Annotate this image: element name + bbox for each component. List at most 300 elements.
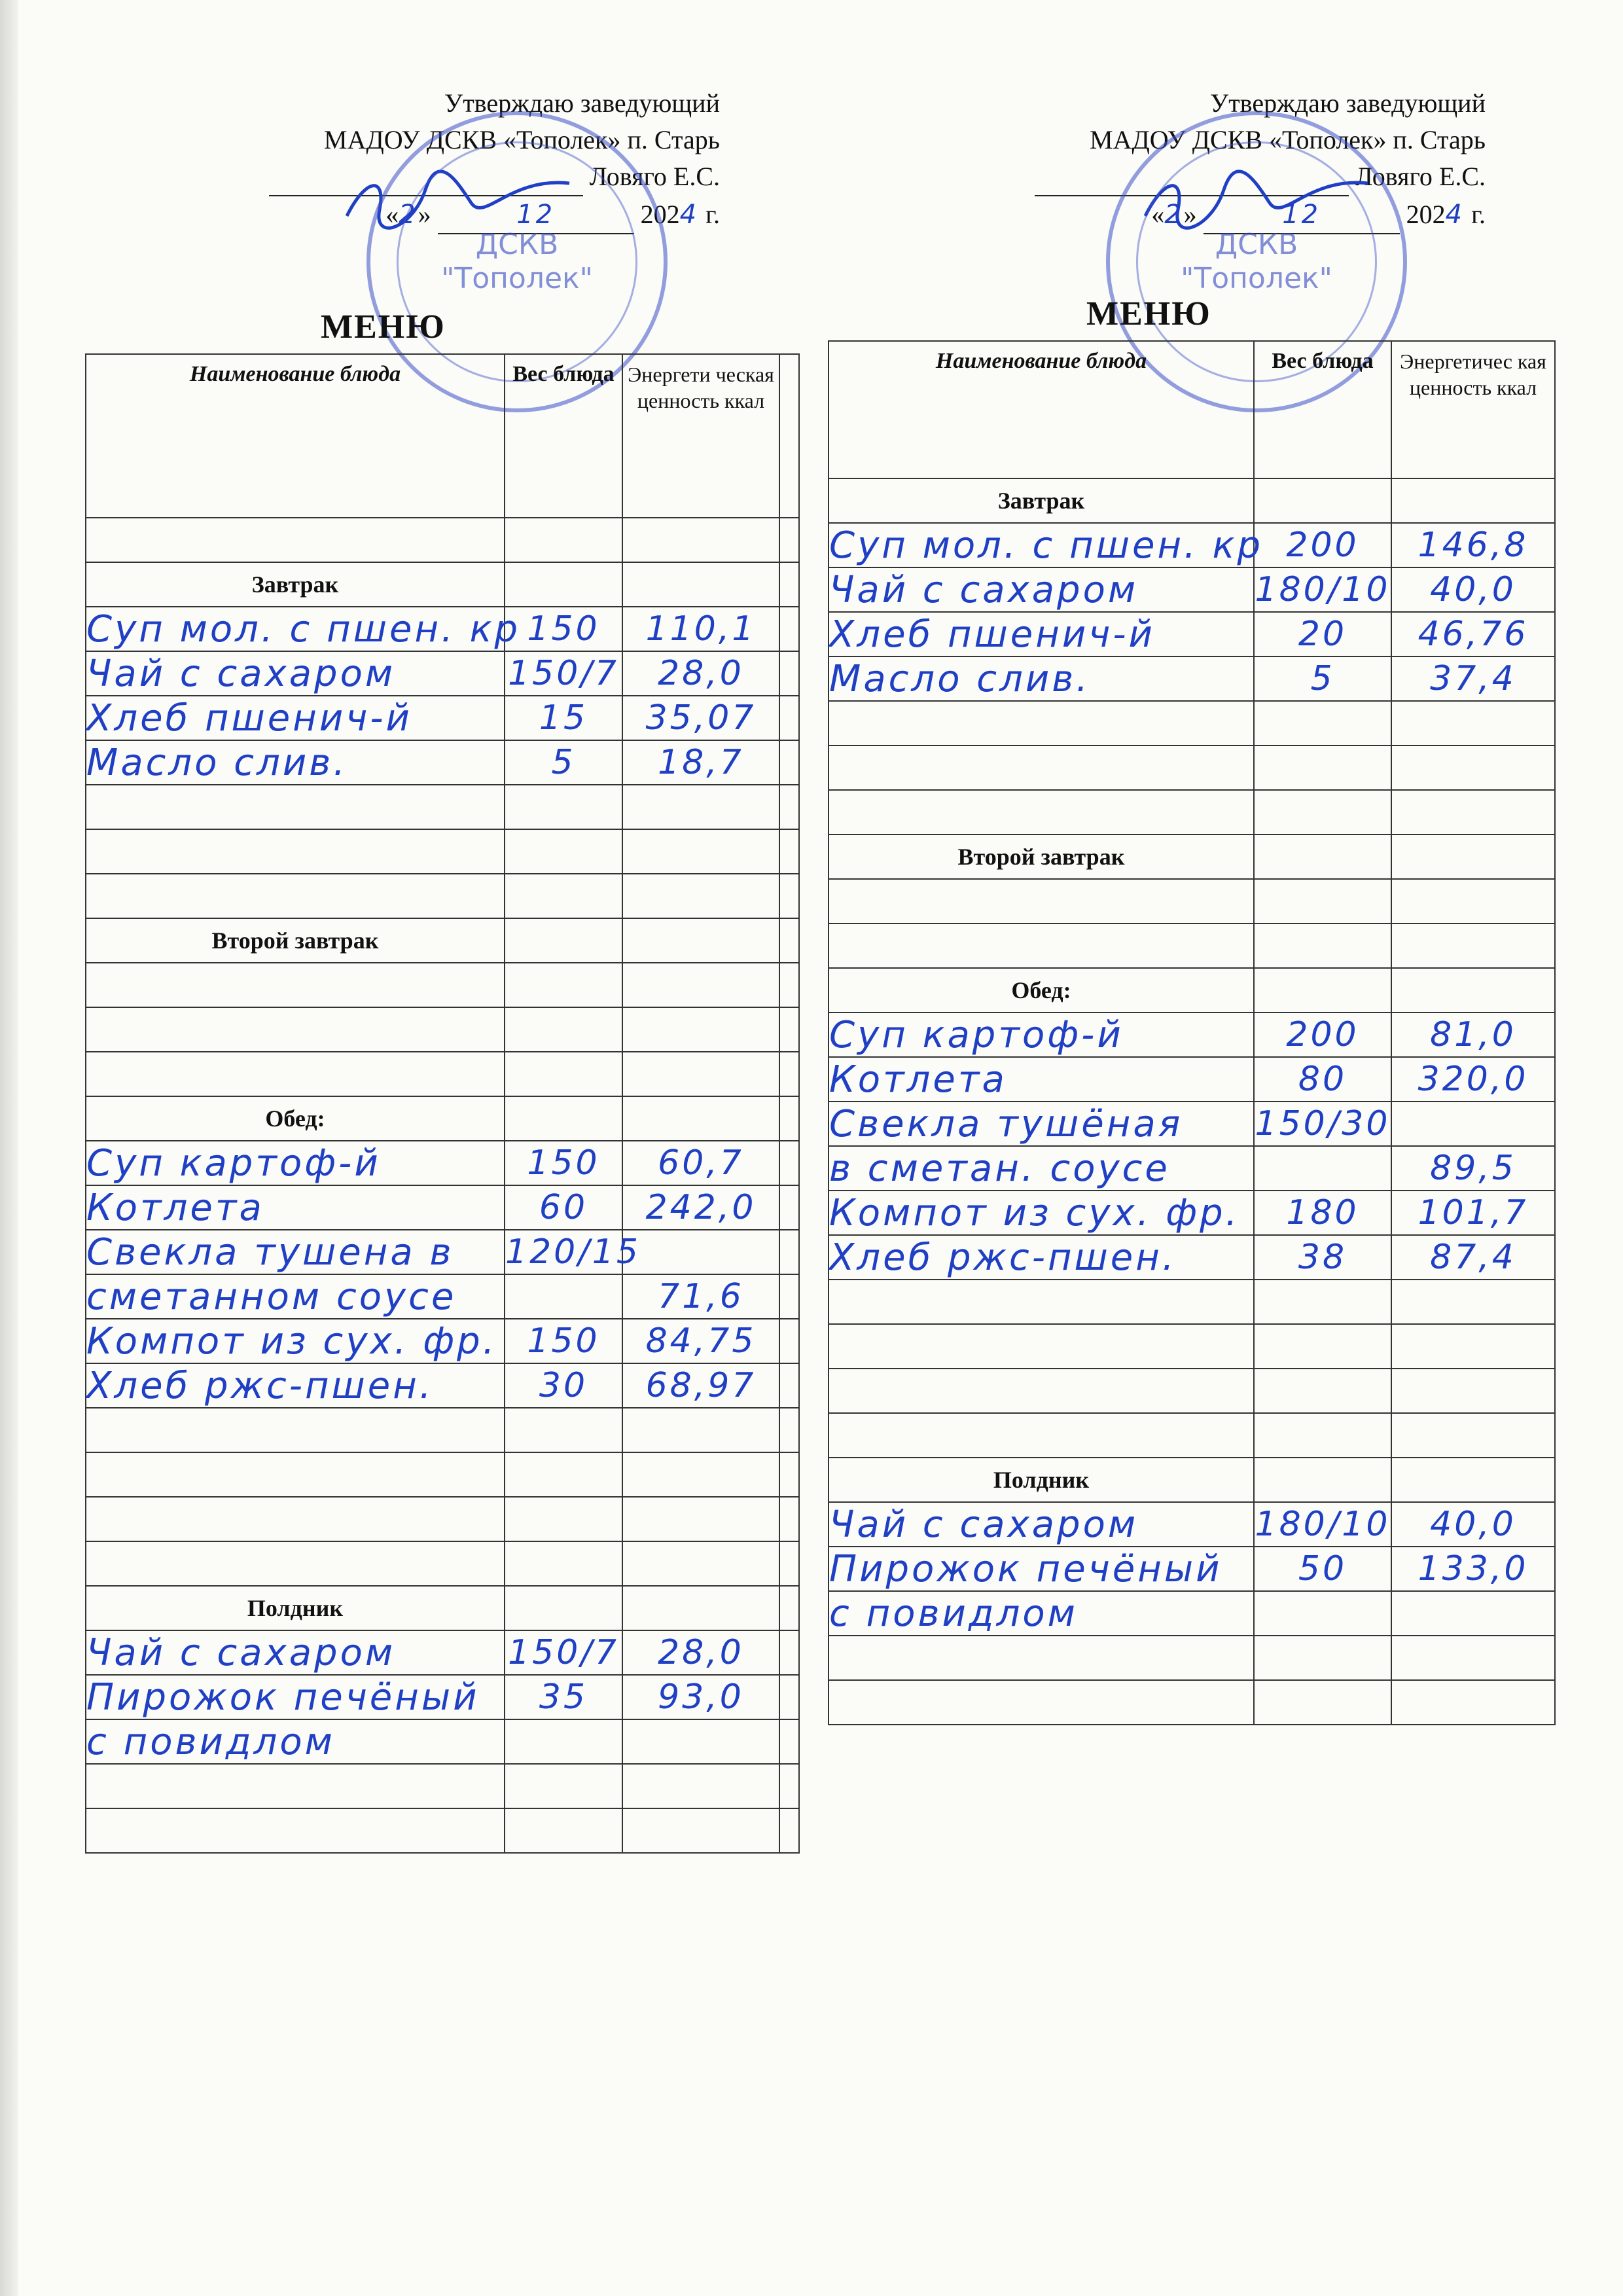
left-header-energy: Энергети ческая ценность ккал (622, 354, 779, 518)
right-stamp-line2: "Тополек" (1181, 262, 1332, 295)
dish-name: Чай с сахаром (829, 567, 1254, 612)
empty-cell (779, 1007, 799, 1052)
dish-name: Котлета (829, 1057, 1254, 1102)
empty-cell (779, 518, 799, 562)
empty-cell (86, 1408, 505, 1452)
empty-cell (829, 1413, 1254, 1458)
menu-item-row (86, 1675, 799, 1719)
dish-name: Суп картоф-й (86, 1141, 505, 1185)
empty-cell (1391, 1636, 1555, 1680)
dish-name: Пирожок печёный (86, 1675, 505, 1719)
empty-cell (505, 562, 622, 607)
empty-cell (86, 963, 505, 1007)
section-row (86, 918, 799, 963)
empty-cell (779, 1541, 799, 1586)
dish-weight: 15 (505, 696, 622, 740)
dish-energy: 320,0 (1391, 1057, 1555, 1102)
empty-row (829, 790, 1555, 834)
empty-cell (505, 918, 622, 963)
menu-item-row (86, 1185, 799, 1230)
empty-cell (86, 1541, 505, 1586)
left-header-name: Наименование блюда (86, 354, 505, 518)
left-approval-date: «2» 12 2024 г. (190, 196, 720, 234)
menu-item-row (86, 1141, 799, 1185)
dish-energy: 146,8 (1391, 523, 1555, 567)
dish-energy (1391, 1591, 1555, 1636)
empty-cell (779, 1230, 799, 1274)
dish-energy: 60,7 (622, 1141, 779, 1185)
empty-cell (829, 745, 1254, 790)
left-date-year-unit: г. (705, 200, 720, 229)
empty-row (829, 1280, 1555, 1324)
dish-name: Котлета (86, 1185, 505, 1230)
section-label-second_breakfast: Второй завтрак (86, 918, 505, 963)
empty-cell (1391, 1458, 1555, 1502)
section-row (86, 1096, 799, 1141)
empty-cell (622, 1452, 779, 1497)
empty-cell (86, 1764, 505, 1808)
empty-cell (779, 651, 799, 696)
menu-item-row (829, 1235, 1555, 1280)
right-header-name: Наименование блюда (829, 341, 1254, 478)
empty-row (829, 745, 1555, 790)
dish-weight: 120/15 (505, 1230, 622, 1274)
menu-item-row (86, 1363, 799, 1408)
empty-cell (622, 1497, 779, 1541)
empty-row (86, 1764, 799, 1808)
dish-name: Хлеб ржс-пшен. (829, 1235, 1254, 1280)
empty-cell (505, 1586, 622, 1630)
dish-name: Чай с сахаром (86, 651, 505, 696)
empty-row (86, 518, 799, 562)
empty-cell (86, 785, 505, 829)
empty-cell (86, 1452, 505, 1497)
section-row (829, 968, 1555, 1013)
empty-cell (1391, 1324, 1555, 1369)
empty-cell (622, 1408, 779, 1452)
dish-name: Масло слив. (829, 656, 1254, 701)
empty-cell (86, 1808, 505, 1853)
dish-weight: 20 (1254, 612, 1391, 656)
empty-cell (1391, 1680, 1555, 1725)
empty-cell (829, 924, 1254, 968)
dish-weight: 150 (505, 1319, 622, 1363)
empty-cell (622, 1007, 779, 1052)
dish-weight: 200 (1254, 1013, 1391, 1057)
empty-cell (1391, 790, 1555, 834)
empty-cell (505, 785, 622, 829)
empty-cell (1254, 879, 1391, 924)
empty-cell (779, 1497, 799, 1541)
dish-name: Хлеб пшенич-й (86, 696, 505, 740)
left-stamp-line1: ДСКВ (475, 228, 559, 261)
empty-row (829, 1369, 1555, 1413)
right-date-month: 12 (1282, 200, 1321, 230)
section-label-lunch: Обед: (86, 1096, 505, 1141)
left-approval-line2: МАДОУ ДСКВ «Тополек» п. Старь (324, 125, 720, 154)
empty-cell (1391, 1413, 1555, 1458)
empty-cell (779, 696, 799, 740)
dish-energy (622, 1230, 779, 1274)
dish-weight: 180/10 (1254, 1502, 1391, 1547)
empty-row (86, 1541, 799, 1586)
dish-weight: 60 (505, 1185, 622, 1230)
empty-cell (1254, 1369, 1391, 1413)
dish-energy: 93,0 (622, 1675, 779, 1719)
empty-cell (1254, 701, 1391, 745)
empty-cell (622, 562, 779, 607)
menu-item-row (86, 1630, 799, 1675)
dish-energy: 18,7 (622, 740, 779, 785)
empty-row (86, 1452, 799, 1497)
dish-energy: 84,75 (622, 1319, 779, 1363)
empty-cell (779, 829, 799, 874)
left-header-weight: Вес блюда (505, 354, 622, 518)
dish-energy: 87,4 (1391, 1235, 1555, 1280)
menu-item-row (829, 1102, 1555, 1146)
empty-cell (622, 1764, 779, 1808)
empty-cell (622, 785, 779, 829)
empty-cell (779, 1052, 799, 1096)
dish-name: Компот из сух. фр. (86, 1319, 505, 1363)
left-menu-table (85, 353, 800, 1854)
empty-cell (829, 879, 1254, 924)
dish-energy: 68,97 (622, 1363, 779, 1408)
empty-cell (829, 1636, 1254, 1680)
empty-cell (505, 1052, 622, 1096)
dish-weight: 150/7 (505, 651, 622, 696)
right-menu-table (828, 340, 1556, 1725)
right-approval-line3: Ловяго Е.С. (1355, 162, 1486, 191)
dish-weight (1254, 1146, 1391, 1191)
empty-cell (779, 1719, 799, 1764)
section-row (86, 1586, 799, 1630)
dish-energy: 71,6 (622, 1274, 779, 1319)
empty-cell (779, 740, 799, 785)
empty-row (86, 1808, 799, 1853)
empty-cell (1254, 1280, 1391, 1324)
right-date-year-prefix: 202 (1406, 200, 1446, 229)
empty-cell (505, 874, 622, 918)
empty-cell (779, 1096, 799, 1141)
empty-cell (829, 1324, 1254, 1369)
empty-cell (779, 1675, 799, 1719)
dish-weight (1254, 1591, 1391, 1636)
empty-cell (1391, 879, 1555, 924)
empty-row (86, 1408, 799, 1452)
empty-cell (622, 1052, 779, 1096)
empty-cell (1254, 1413, 1391, 1458)
empty-cell (779, 607, 799, 651)
section-row (86, 562, 799, 607)
menu-item-row (829, 1591, 1555, 1636)
dish-name: Чай с сахаром (829, 1502, 1254, 1547)
empty-cell (622, 829, 779, 874)
section-label-breakfast: Завтрак (829, 478, 1254, 523)
dish-weight: 150/7 (505, 1630, 622, 1675)
menu-item-row (829, 567, 1555, 612)
empty-row (829, 1680, 1555, 1725)
empty-cell (1391, 968, 1555, 1013)
right-date-day: 2 (1164, 200, 1184, 230)
dish-weight: 200 (1254, 523, 1391, 567)
empty-row (829, 701, 1555, 745)
empty-cell (86, 1052, 505, 1096)
dish-weight: 30 (505, 1363, 622, 1408)
empty-cell (1391, 834, 1555, 879)
right-approval-line2: МАДОУ ДСКВ «Тополек» п. Старь (1090, 125, 1486, 154)
dish-energy: 28,0 (622, 1630, 779, 1675)
section-row (829, 834, 1555, 879)
empty-row (86, 874, 799, 918)
dish-energy: 81,0 (1391, 1013, 1555, 1057)
empty-cell (505, 518, 622, 562)
right-stamp-line1: ДСКВ (1215, 228, 1298, 261)
right-header-energy: Энергетичес кая ценность ккал (1391, 341, 1555, 478)
empty-cell (829, 1369, 1254, 1413)
empty-cell (1254, 924, 1391, 968)
section-label-second_breakfast: Второй завтрак (829, 834, 1254, 879)
empty-cell (505, 1452, 622, 1497)
empty-row (86, 1007, 799, 1052)
menu-item-row (829, 523, 1555, 567)
section-label-breakfast: Завтрак (86, 562, 505, 607)
dish-energy: 133,0 (1391, 1547, 1555, 1591)
dish-weight: 150 (505, 1141, 622, 1185)
dish-weight: 50 (1254, 1547, 1391, 1591)
empty-cell (829, 1280, 1254, 1324)
right-menu-title: МЕНЮ (1086, 295, 1211, 332)
empty-cell (622, 518, 779, 562)
section-label-snack: Полдник (86, 1586, 505, 1630)
empty-cell (829, 790, 1254, 834)
menu-item-row (86, 1319, 799, 1363)
left-stamp-line2: "Тополек" (441, 262, 593, 295)
menu-item-row (829, 1191, 1555, 1235)
menu-item-row (86, 1274, 799, 1319)
empty-cell (779, 1630, 799, 1675)
empty-cell (86, 1497, 505, 1541)
menu-item-row (829, 656, 1555, 701)
menu-item-row (829, 1547, 1555, 1591)
dish-energy: 101,7 (1391, 1191, 1555, 1235)
empty-row (829, 1636, 1555, 1680)
right-header-weight: Вес блюда (1254, 341, 1391, 478)
empty-cell (505, 1497, 622, 1541)
empty-cell (1254, 790, 1391, 834)
empty-cell (1254, 478, 1391, 523)
empty-row (86, 1497, 799, 1541)
dish-weight: 38 (1254, 1235, 1391, 1280)
empty-cell (505, 1764, 622, 1808)
empty-cell (1391, 745, 1555, 790)
empty-cell (1391, 1369, 1555, 1413)
empty-cell (779, 1764, 799, 1808)
dish-weight: 35 (505, 1675, 622, 1719)
empty-row (829, 924, 1555, 968)
empty-cell (622, 874, 779, 918)
empty-cell (779, 1185, 799, 1230)
empty-row (829, 1324, 1555, 1369)
empty-cell (86, 829, 505, 874)
empty-cell (1254, 968, 1391, 1013)
dish-energy: 110,1 (622, 607, 779, 651)
empty-cell (779, 785, 799, 829)
empty-cell (779, 562, 799, 607)
left-approval-line3: Ловяго Е.С. (589, 162, 720, 191)
dish-energy: 40,0 (1391, 1502, 1555, 1547)
empty-cell (1254, 1458, 1391, 1502)
empty-cell (622, 1586, 779, 1630)
empty-cell (505, 1541, 622, 1586)
empty-cell (779, 1586, 799, 1630)
left-date-day: 2 (399, 200, 418, 230)
right-approval-date: «2» 12 2024 г. (942, 196, 1486, 234)
dish-energy: 28,0 (622, 651, 779, 696)
empty-cell (829, 1680, 1254, 1725)
dish-energy: 242,0 (622, 1185, 779, 1230)
empty-cell (1391, 1280, 1555, 1324)
dish-name: Суп мол. с пшен. кр (86, 607, 521, 651)
empty-cell (779, 874, 799, 918)
dish-name: Суп картоф-й (829, 1013, 1254, 1057)
empty-cell (622, 918, 779, 963)
menu-item-row (86, 1230, 799, 1274)
empty-cell (1254, 834, 1391, 879)
empty-cell (1391, 478, 1555, 523)
dish-name: Суп мол. с пшен. кр (829, 524, 1264, 567)
right-stamp-text (1181, 228, 1332, 296)
left-date-year-suffix: 4 (679, 200, 700, 230)
dish-weight: 150 (505, 607, 622, 651)
empty-cell (622, 1808, 779, 1853)
empty-row (86, 1052, 799, 1096)
empty-cell (86, 874, 505, 918)
left-approval-line1: Утверждаю заведующий (444, 88, 720, 118)
dish-energy: 46,76 (1391, 612, 1555, 656)
dish-energy (622, 1719, 779, 1764)
page-edge (0, 0, 18, 2296)
menu-item-row (829, 1146, 1555, 1191)
empty-cell (1254, 1636, 1391, 1680)
dish-name: Масло слив. (86, 740, 505, 785)
empty-cell (829, 701, 1254, 745)
dish-energy: 40,0 (1391, 567, 1555, 612)
dish-weight: 150/30 (1254, 1102, 1391, 1146)
empty-cell (622, 1541, 779, 1586)
empty-cell (779, 1808, 799, 1853)
section-label-lunch: Обед: (829, 968, 1254, 1013)
dish-name: в сметан. соусе (829, 1146, 1254, 1191)
empty-cell (1254, 1324, 1391, 1369)
dish-name: Чай с сахаром (86, 1630, 505, 1675)
left-stamp-text (441, 228, 593, 296)
menu-item-row (829, 612, 1555, 656)
dish-name: с повидлом (86, 1719, 505, 1764)
menu-item-row (86, 696, 799, 740)
empty-cell (779, 1319, 799, 1363)
empty-row (86, 829, 799, 874)
left-date-month: 12 (516, 200, 556, 230)
empty-cell (505, 1096, 622, 1141)
empty-cell (622, 1096, 779, 1141)
empty-row (829, 879, 1555, 924)
dish-energy: 37,4 (1391, 656, 1555, 701)
dish-weight: 180/10 (1254, 567, 1391, 612)
empty-cell (505, 1808, 622, 1853)
empty-cell (86, 518, 505, 562)
left-header-blank (779, 354, 799, 518)
dish-energy: 89,5 (1391, 1146, 1555, 1191)
empty-cell (779, 1363, 799, 1408)
empty-cell (779, 1452, 799, 1497)
empty-cell (505, 829, 622, 874)
empty-cell (779, 1408, 799, 1452)
section-row (829, 478, 1555, 523)
right-date-year-unit: г. (1471, 200, 1486, 229)
left-menu-title: МЕНЮ (321, 308, 446, 346)
left-header-row (86, 354, 799, 518)
menu-item-row (86, 1719, 799, 1764)
dish-weight: 5 (505, 740, 622, 785)
menu-item-row (86, 607, 799, 651)
dish-name: с повидлом (829, 1591, 1254, 1636)
empty-cell (779, 963, 799, 1007)
menu-item-row (86, 740, 799, 785)
dish-weight: 80 (1254, 1057, 1391, 1102)
right-approval-line1: Утверждаю заведующий (1209, 88, 1486, 118)
dish-name: Свекла тушёная (829, 1102, 1254, 1146)
left-date-year-prefix: 202 (640, 200, 680, 229)
empty-cell (505, 963, 622, 1007)
menu-item-row (829, 1013, 1555, 1057)
empty-cell (779, 1141, 799, 1185)
menu-item-row (829, 1502, 1555, 1547)
dish-weight: 180 (1254, 1191, 1391, 1235)
empty-row (86, 785, 799, 829)
menu-item-row (829, 1057, 1555, 1102)
dish-name: Свекла тушена в (86, 1230, 505, 1274)
right-date-year-suffix: 4 (1445, 200, 1465, 230)
empty-cell (86, 1007, 505, 1052)
empty-cell (505, 1408, 622, 1452)
dish-name: Хлеб пшенич-й (829, 612, 1254, 656)
empty-cell (505, 1007, 622, 1052)
dish-name: Пирожок печёный (829, 1547, 1254, 1591)
dish-name: Компот из сух. фр. (829, 1191, 1254, 1235)
dish-name: Хлеб ржс-пшен. (86, 1363, 505, 1408)
right-header-row (829, 341, 1555, 478)
menu-item-row (86, 651, 799, 696)
dish-weight (505, 1274, 622, 1319)
empty-cell (1391, 924, 1555, 968)
empty-row (86, 963, 799, 1007)
dish-weight (505, 1719, 622, 1764)
empty-cell (1391, 701, 1555, 745)
dish-name: сметанном соусе (86, 1274, 505, 1319)
empty-cell (779, 1274, 799, 1319)
dish-weight: 5 (1254, 656, 1391, 701)
section-label-snack: Полдник (829, 1458, 1254, 1502)
empty-cell (1254, 745, 1391, 790)
dish-energy (1391, 1102, 1555, 1146)
empty-cell (622, 963, 779, 1007)
empty-row (829, 1413, 1555, 1458)
section-row (829, 1458, 1555, 1502)
empty-cell (1254, 1680, 1391, 1725)
dish-energy: 35,07 (622, 696, 779, 740)
empty-cell (779, 918, 799, 963)
